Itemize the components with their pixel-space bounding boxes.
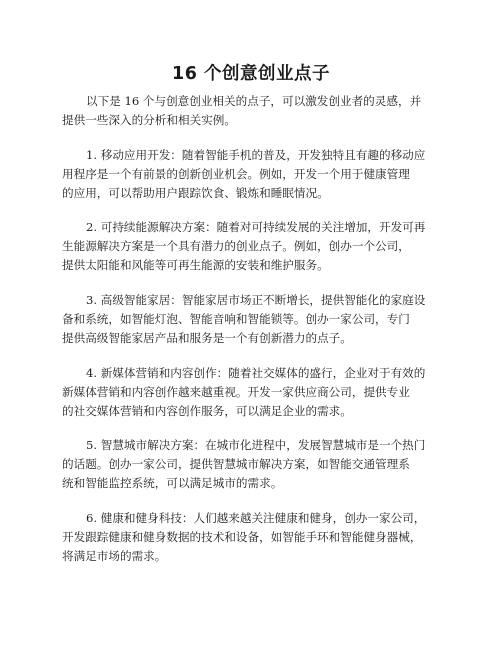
paragraph-line: 将满足市场的需求。 [62, 549, 167, 563]
paragraph-line: 3. 高级智能家居：智能家居市场正不断增长，提供智能化的家庭设 [86, 293, 426, 307]
intro-paragraph [62, 92, 452, 130]
idea-paragraph-1 [62, 146, 452, 203]
paragraph-line: 5. 智慧城市解决方案：在城市化进程中，发展智慧城市是一个热门 [86, 438, 426, 452]
document-title: 16 个创意创业点子 [172, 64, 330, 84]
paragraph-line: 备和系统，如智能灯泡、智能音响和智能锁等。创办一家公司，专门 [62, 312, 410, 326]
idea-paragraph-4 [62, 364, 452, 421]
paragraph-line: 用程序是一个有前景的创新创业机会。例如，开发一个用于健康管理 [62, 167, 410, 181]
idea-paragraph-6 [62, 509, 452, 566]
paragraph-line: 的话题。创办一家公司，提供智慧城市解决方案，如智能交通管理系 [62, 457, 410, 471]
idea-paragraph-3 [62, 291, 452, 348]
paragraph-line: 提供太阳能和风能等可再生能源的安装和维护服务。 [62, 258, 329, 272]
paragraph-line: 以下是 16 个与创意创业相关的点子，可以激发创业者的灵感，并 [86, 94, 422, 108]
paragraph-line: 提供一些深入的分析和相关实例。 [62, 113, 236, 127]
paragraph-line: 的社交媒体营销和内容创作服务，可以满足企业的需求。 [62, 404, 352, 418]
paragraph-line: 开发跟踪健康和健身数据的技术和设备，如智能手环和智能健身器械， [62, 530, 422, 544]
paragraph-line: 提供高级智能家居产品和服务是一个有创新潜力的点子。 [62, 331, 352, 345]
paragraph-line: 生能源解决方案是一个具有潜力的创业点子。例如，创办一个公司， [62, 239, 410, 253]
idea-paragraph-2 [62, 218, 452, 275]
paragraph-line: 6. 健康和健身科技：人们越来越关注健康和健身，创办一家公司， [86, 511, 426, 525]
paragraph-line: 1. 移动应用开发：随着智能手机的普及，开发独特且有趣的移动应 [86, 148, 426, 162]
paragraph-line: 4. 新媒体营销和内容创作：随着社交媒体的盛行，企业对于有效的 [86, 366, 426, 380]
paragraph-line: 新媒体营销和内容创作越来越重视。开发一家供应商公司，提供专业 [62, 385, 410, 399]
paragraph-line: 2. 可持续能源解决方案：随着对可持续发展的关注增加，开发可再 [86, 220, 426, 234]
paragraph-line: 统和智能监控系统，可以满足城市的需求。 [62, 476, 283, 490]
paragraph-line: 的应用，可以帮助用户跟踪饮食、锻炼和睡眠情况。 [62, 186, 329, 200]
idea-paragraph-5 [62, 436, 452, 493]
